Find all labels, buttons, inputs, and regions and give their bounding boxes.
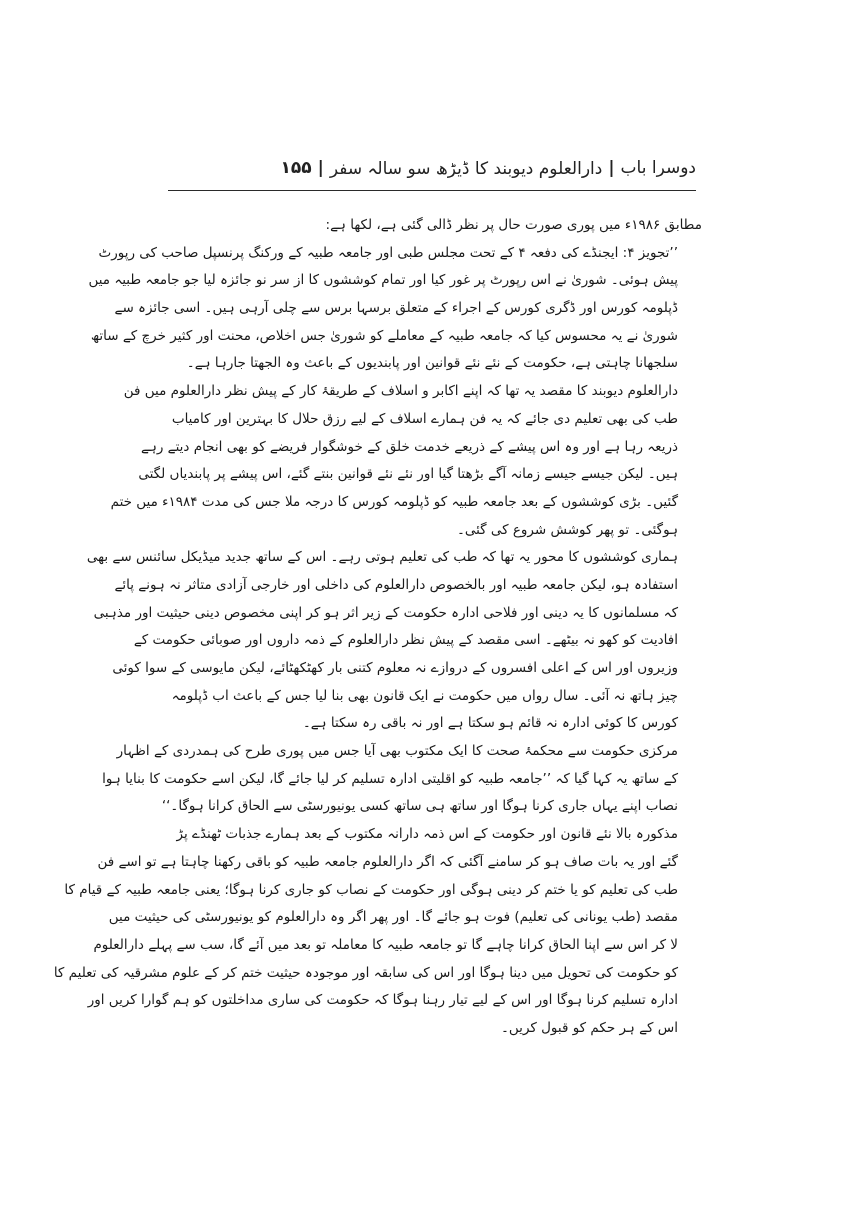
text-line: ہماری کوششوں کا محور یہ تھا کہ طب کی تعلیم ہوتی رہے۔ اس کے ساتھ جدید میڈیکل سائنس سے بھی bbox=[86, 549, 678, 566]
text-line: مذکورہ بالا نئے قانون اور حکومت کے اس ذمہ دارانہ مکتوب کے بعد ہمارے جذبات ٹھنڈے پڑ bbox=[176, 826, 678, 843]
text-line: دارالعلوم دیوبند کا مقصد یہ تھا کہ اپنے اکابر و اسلاف کے طریقۂ کار کے پیش نظر دارالعلوم میں فن bbox=[123, 383, 678, 400]
text-line: مقصد (طب یونانی کی تعلیم) فوت ہو جائے گا۔ اور پھر اگر وہ دارالعلوم کو یونیورسٹی کی حیثیت میں bbox=[108, 909, 678, 926]
text-line: گئے اور یہ بات صاف ہو کر سامنے آگئی کہ اگر دارالعلوم جامعہ طبیہ کو باقی رکھنا چاہتا ہے تو اسے فن bbox=[97, 853, 678, 870]
text-line: گئیں۔ بڑی کوششوں کے بعد جامعہ طبیہ کو ڈپلومہ کورس کا درجہ ملا جس کی مدت ۱۹۸۴ء میں ختم bbox=[110, 493, 678, 510]
text-line: مرکزی حکومت سے محکمۂ صحت کا ایک مکتوب بھی آیا جس میں پوری طرح کی ہمدردی کے اظہار bbox=[116, 743, 678, 760]
book-title: دارالعلوم دیوبند کا ڈیڑھ سو سالہ سفر bbox=[329, 158, 603, 179]
text-line: لا کر اس سے اپنا الحاق کرانا چاہے گا تو جامعہ طبیہ کا معاملہ تو بعد میں آئے گا، سب سے پہلے دارالعلوم bbox=[93, 936, 678, 953]
header-separator: | bbox=[608, 158, 615, 178]
text-line: چیز ہاتھ نہ آئی۔ سال رواں میں حکومت نے ایک قانون بھی بنا لیا جس کے باعث اب ڈپلومہ bbox=[171, 687, 678, 704]
text-line: ہیں۔ لیکن جیسے جیسے زمانہ آگے بڑھتا گیا اور نئے نئے قوانین بنتے گئے، اس پیشے پر پابندیاں لگتی bbox=[138, 466, 678, 483]
text-line: استفادہ ہو، لیکن جامعہ طبیہ اور بالخصوص دارالعلوم کی داخلی اور خارجی آزادی متاثر نہ ہونے پائے bbox=[114, 576, 678, 593]
text-line: ادارہ تسلیم کرنا ہوگا اور اس کے لیے تیار رہنا ہوگا کہ حکومت کی ساری مداخلتوں کو ہم گوارا کریں اور bbox=[87, 992, 678, 1009]
header-separator: | bbox=[317, 158, 324, 178]
page-number: ۱۵۵ bbox=[280, 158, 312, 178]
text-line: کو حکومت کی تحویل میں دینا ہوگا اور اس کی سابقہ اور موجودہ حیثیت ختم کر کے علوم مشرقیہ کی تعلیم کا bbox=[53, 964, 678, 981]
text-line: ذریعہ رہا ہے اور وہ اس پیشے کے ذریعے خدمت خلق کے خوشگوار فریضے کو بھی انجام دیتے رہے bbox=[141, 438, 678, 455]
text-line: کہ مسلمانوں کا یہ دینی اور فلاحی ادارہ حکومت کے زیر اثر ہو کر اپنی مخصوص دینی حیثیت اور مذہبی bbox=[93, 604, 678, 621]
header-divider bbox=[168, 190, 696, 191]
text-line: ہوگئی۔ تو پھر کوشش شروع کی گئی۔ bbox=[456, 521, 678, 538]
text-line: طب کی بھی تعلیم دی جائے کہ یہ فن ہمارے اسلاف کے لیے رزق حلال کا بہترین اور کامیاب bbox=[171, 410, 678, 427]
text-line: شوریٰ نے یہ محسوس کیا کہ جامعہ طبیہ کے معاملے کو شوریٰ جس اخلاص، محنت اور کثیر خرچ کے ساتھ bbox=[90, 327, 678, 344]
text-line: ڈپلومہ کورس اور ڈگری کورس کے اجراء کے متعلق برسہا برس سے چلی آرہی ہیں۔ اسی جائزہ سے bbox=[114, 300, 678, 317]
text-line: اس کے ہر حکم کو قبول کریں۔ bbox=[501, 1019, 678, 1036]
text-line: سلجھانا چاہتی ہے، حکومت کے نئے نئے قوانین اور پابندیوں کے باعث وہ الجھتا جارہا ہے۔ bbox=[186, 355, 678, 372]
running-header bbox=[168, 150, 696, 186]
text-line: نصاب اپنے یہاں جاری کرنا ہوگا اور ساتھ ہی ساتھ کسی یونیورسٹی سے الحاق کرانا ہوگا۔‘‘ bbox=[161, 798, 678, 815]
text-line: وزیروں اور اس کے اعلی افسروں کے دروازے نہ معلوم کتنی بار کھٹکھٹائے، لیکن مایوسی کے سوا کوئی bbox=[112, 660, 678, 676]
text-line: طب کی تعلیم کو یا ختم کر دینی ہوگی اور حکومت کے نصاب کو جاری کرنا ہوگا؛ یعنی جامعہ طبیہ کے قیام کا bbox=[64, 881, 678, 898]
text-line: افادیت کو کھو نہ بیٹھے۔ اسی مقصد کے پیش نظر دارالعلوم کے ذمہ داروں اور صوبائی حکومت کے bbox=[133, 632, 678, 649]
chapter-label: دوسرا باب bbox=[620, 158, 696, 178]
text-line: پیش ہوئی۔ شوریٰ نے اس رپورٹ پر غور کیا اور تمام کوششوں کا از سر نو جائزہ لیا جو جامعہ طبیہ میں bbox=[88, 272, 678, 289]
text-line: کے ساتھ یہ کہا گیا کہ ’’جامعہ طبیہ کو اقلیتی ادارہ تسلیم کر لیا جائے گا، لیکن اسے حکومت کا بنایا ہوا bbox=[102, 770, 678, 787]
text-line: کورس کا کوئی ادارہ نہ قائم ہو سکتا ہے اور نہ باقی رہ سکتا ہے۔ bbox=[302, 715, 678, 732]
body-text bbox=[53, 212, 702, 1043]
text-line: مطابق ۱۹۸۶ء میں پوری صورت حال پر نظر ڈالی گئی ہے، لکھا ہے: bbox=[325, 217, 702, 233]
text-line: ’’تجویز ۴: ایجنڈے کی دفعہ ۴ کے تحت مجلس طبی اور جامعہ طبیہ کے ورکنگ پرنسپل صاحب کی رپورٹ bbox=[98, 244, 678, 261]
